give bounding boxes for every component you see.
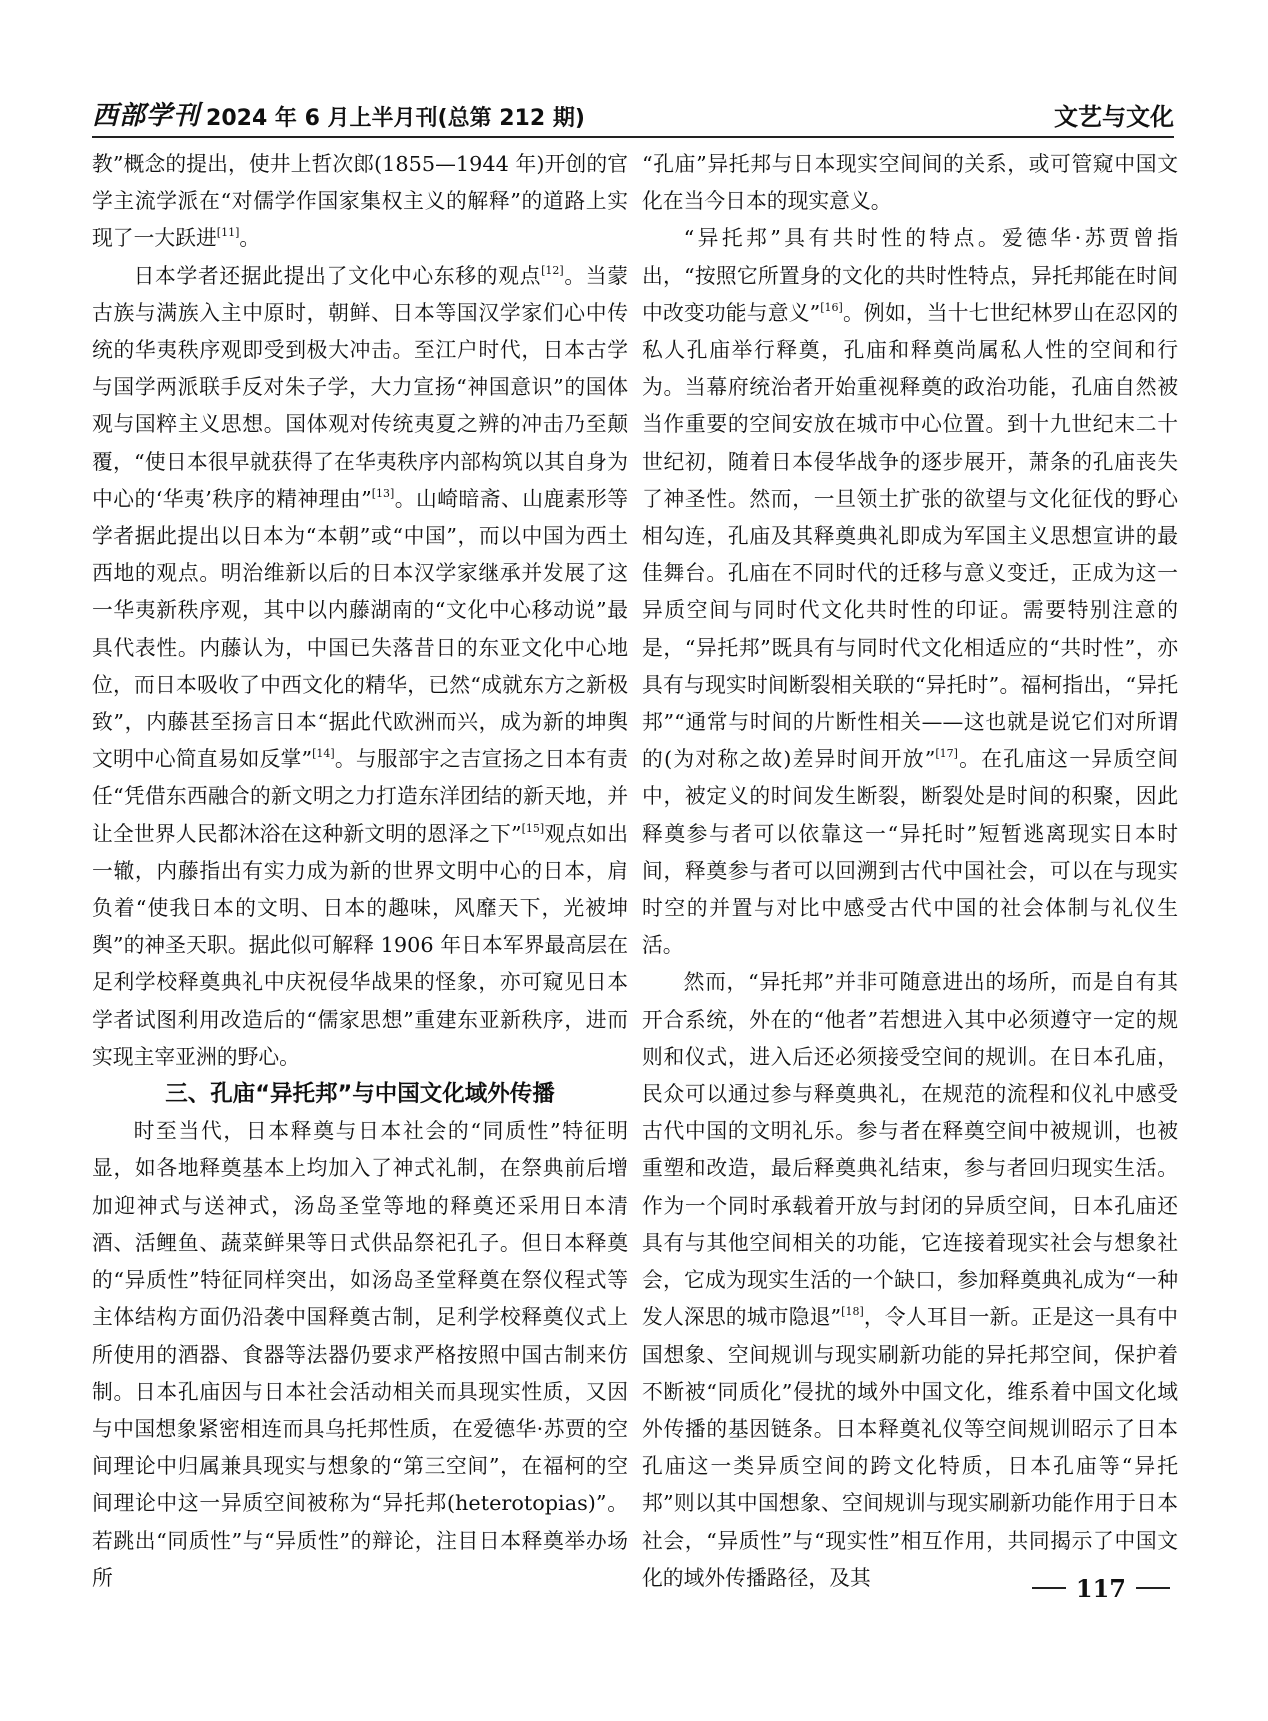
citation-ref: [18] <box>841 1305 864 1319</box>
paragraph <box>642 964 1178 1596</box>
citation-ref: [16] <box>820 300 843 314</box>
citation-ref: [11] <box>216 226 240 240</box>
body-text: 。当蒙古族与满族入主中原时，朝鲜、日本等国汉学家们心中传统的华夷秩序观即受到极大冲击。至江户时代，日本古学与国学两派联手反对朱子学，大力宣扬“神国意识”的国体观与国粹主义思想。国体观对传统夷夏之辨的冲击乃至颠覆，“使日本很早就获得了在华夷秩序内部构筑以其自身为中心的‘华夷’秩序的精神理由” <box>92 263 629 511</box>
right-column <box>642 146 1178 1597</box>
citation-ref: [15] <box>521 821 545 835</box>
body-text: 然而，“异托邦”并非可随意进出的场所，而是自有其开合系统，外在的“他者”若想进入其中必须遵守一定的规则和仪式，进入后还必须接受空间的规训。在日本孔庙，民众可以通过参与释奠典礼，在规范的流程和仪礼中感受古代中国的文明礼乐。参与者在释奠空间中被规训，也被重塑和改造，最后释奠典礼结束，参与者回归现实生活。作为一个同时承载着开放与封闭的异质空间，日本孔庙还具有与其他空间相关的功能，它连接着现实社会与想象社会，它成为现实生活的一个缺口，参加释奠典礼成为“一种发人深思的城市隐退” <box>642 970 1178 1330</box>
citation-ref: [13] <box>371 486 395 500</box>
body-text: 时至当代，日本释奠与日本社会的“同质性”特征明显，如各地释奠基本上均加入了神式礼制，在祭典前后增加迎神式与送神式，汤岛圣堂等地的释奠还采用日本清酒、活鲤鱼、蔬菜鲜果等日式供品祭祀孔子。但日本释奠的“异质性”特征同样突出，如汤岛圣堂释奠在祭仪程式等主体结构方面仍沿袭中国释奠古制，足利学校释奠仪式上所使用的酒器、食器等法器仍要求严格按照中国古制来仿制。日本孔庙因与日本社会活动相关而具现实性质，又因与中国想象紧密相连而具乌托邦性质，在爱德华·苏贾的空间理论中归属兼具现实与想象的“第三空间”，在福柯的空间理论中这一异质空间被称为“异托邦(heterotopias)”。若跳出“同质性”与“异质性”的辩论，注目日本释奠举办场所 <box>92 1119 628 1590</box>
body-text: 。山崎暗斋、山鹿素形等学者据此提出以日本为“本朝”或“中国”，而以中国为西土西地的观点。明治维新以后的日本汉学家继承并发展了这一华夷新秩序观，其中以内藤湖南的“文化中心移动说”最具代表性。内藤认为，中国已失落昔日的东亚文化中心地位，而日本吸收了中西文化的精华，已然“成就东方之新极致”，内藤甚至扬言日本“据此代欧洲而兴，成为新的坤舆文明中心简直易如反掌” <box>92 486 628 772</box>
issue-info: 2024 年 6 月上半月刊(总第 212 期) <box>206 106 585 131</box>
paragraph <box>92 258 628 1076</box>
citation-ref: [14] <box>312 747 335 761</box>
citation-ref: [12] <box>541 263 564 277</box>
page-number: 117 <box>1075 1573 1126 1603</box>
body-text: 教”概念的提出，使井上哲次郎(1855—1944 年)开创的官学主流学派在“对儒学作国家集权主义的解释”的道路上实现了一大跃进 <box>92 152 628 251</box>
body-text: 观点如出一辙，内藤指出有实力成为新的世界文明中心的日本，肩负着“使我日本的文明、日本的趣味，风靡天下，光被坤舆”的神圣天职。据此似可解释 1906 年日本军界最高层在足利学校释奠典礼中庆祝侵华战果的怪象，亦可窥见日本学者试图利用改造后的“儒家思想”重建东亚新秩序，进而实现主宰亚洲的野心。 <box>92 821 628 1069</box>
running-header <box>92 92 1174 132</box>
body-text: 。例如，当十七世纪林罗山在忍冈的私人孔庙举行释奠，孔庙和释奠尚属私人性的空间和行为。当幕府统治者开始重视释奠的政治功能，孔庙自然被当作重要的空间安放在城市中心位置。到十九世纪末二十世纪初，随着日本侵华战争的逐步展开，萧条的孔庙丧失了神圣性。然而，一旦领土扩张的欲望与文化征伐的野心相勾连，孔庙及其释奠典礼即成为军国主义思想宣讲的最佳舞台。孔庙在不同时代的迁移与意义变迁，正成为这一异质空间与同时代文化共时性的印证。需要特别注意的是，“异托邦”既具有与同时代文化相适应的“共时性”，亦具有与现实时间断裂相关联的“异托时”。福柯指出，“异托邦”“通常与时间的片断性相关——这也就是说它们对所谓的(为对称之故)差异时间开放” <box>642 300 1179 772</box>
section-title: 文艺与文化 <box>1054 103 1174 131</box>
paragraph <box>92 146 628 258</box>
body-text: 。 <box>239 226 261 251</box>
citation-ref: [17] <box>935 747 958 761</box>
left-column <box>92 146 628 1597</box>
body-text: “孔庙”异托邦与日本现实空间间的关系，或可管窥中国文化在当今日本的现实意义。 <box>642 152 1178 214</box>
journal-logo: 西部学刊 <box>92 101 201 131</box>
body-text: “异托邦”具有共时性的特点。爱德华·苏贾曾指出，“按照它所置身的文化的共时性特点，异托邦能在时间中改变功能与意义” <box>642 226 1178 325</box>
dash-left <box>1032 1587 1066 1589</box>
section-heading: 三、孔庙“异托邦”与中国文化域外传播 <box>165 1081 555 1108</box>
body-text: ，令人耳目一新。正是这一具有中国想象、空间规训与现实刷新功能的异托邦空间，保护着不断被“同质化”侵扰的域外中国文化，维系着中国文化域外传播的基因链条。日本释奠礼仪等空间规训昭示了日本孔庙这一类异质空间的跨文化特质，日本孔庙等“异托邦”则以其中国想象、空间规训与现实刷新功能作用于日本社会，“异质性”与“现实性”相互作用，共同揭示了中国文化的域外传播路径，及其 <box>642 1305 1178 1590</box>
dash-right <box>1136 1587 1170 1589</box>
body-text: 日本学者还据此提出了文化中心东移的观点 <box>133 263 542 288</box>
paragraph <box>642 220 1178 964</box>
header-left <box>92 95 585 132</box>
header-rule <box>92 136 1174 138</box>
paragraph <box>642 146 1178 220</box>
page-footer <box>1030 1570 1170 1606</box>
body-text: 。与服部宇之吉宣扬之日本有责任“凭借东西融合的新文明之力打造东洋团结的新天地，并让全世界人民都沐浴在这种新文明的恩泽之下” <box>92 747 628 846</box>
paragraph <box>92 1113 628 1597</box>
body-text: 。在孔庙这一异质空间中，被定义的时间发生断裂，断裂处是时间的积聚，因此释奠参与者可以依靠这一“异托时”短暂逃离现实日本时间，释奠参与者可以回溯到古代中国社会，可以在与现实时空的并置与对比中感受古代中国的社会体制与礼仪生活。 <box>642 747 1179 958</box>
